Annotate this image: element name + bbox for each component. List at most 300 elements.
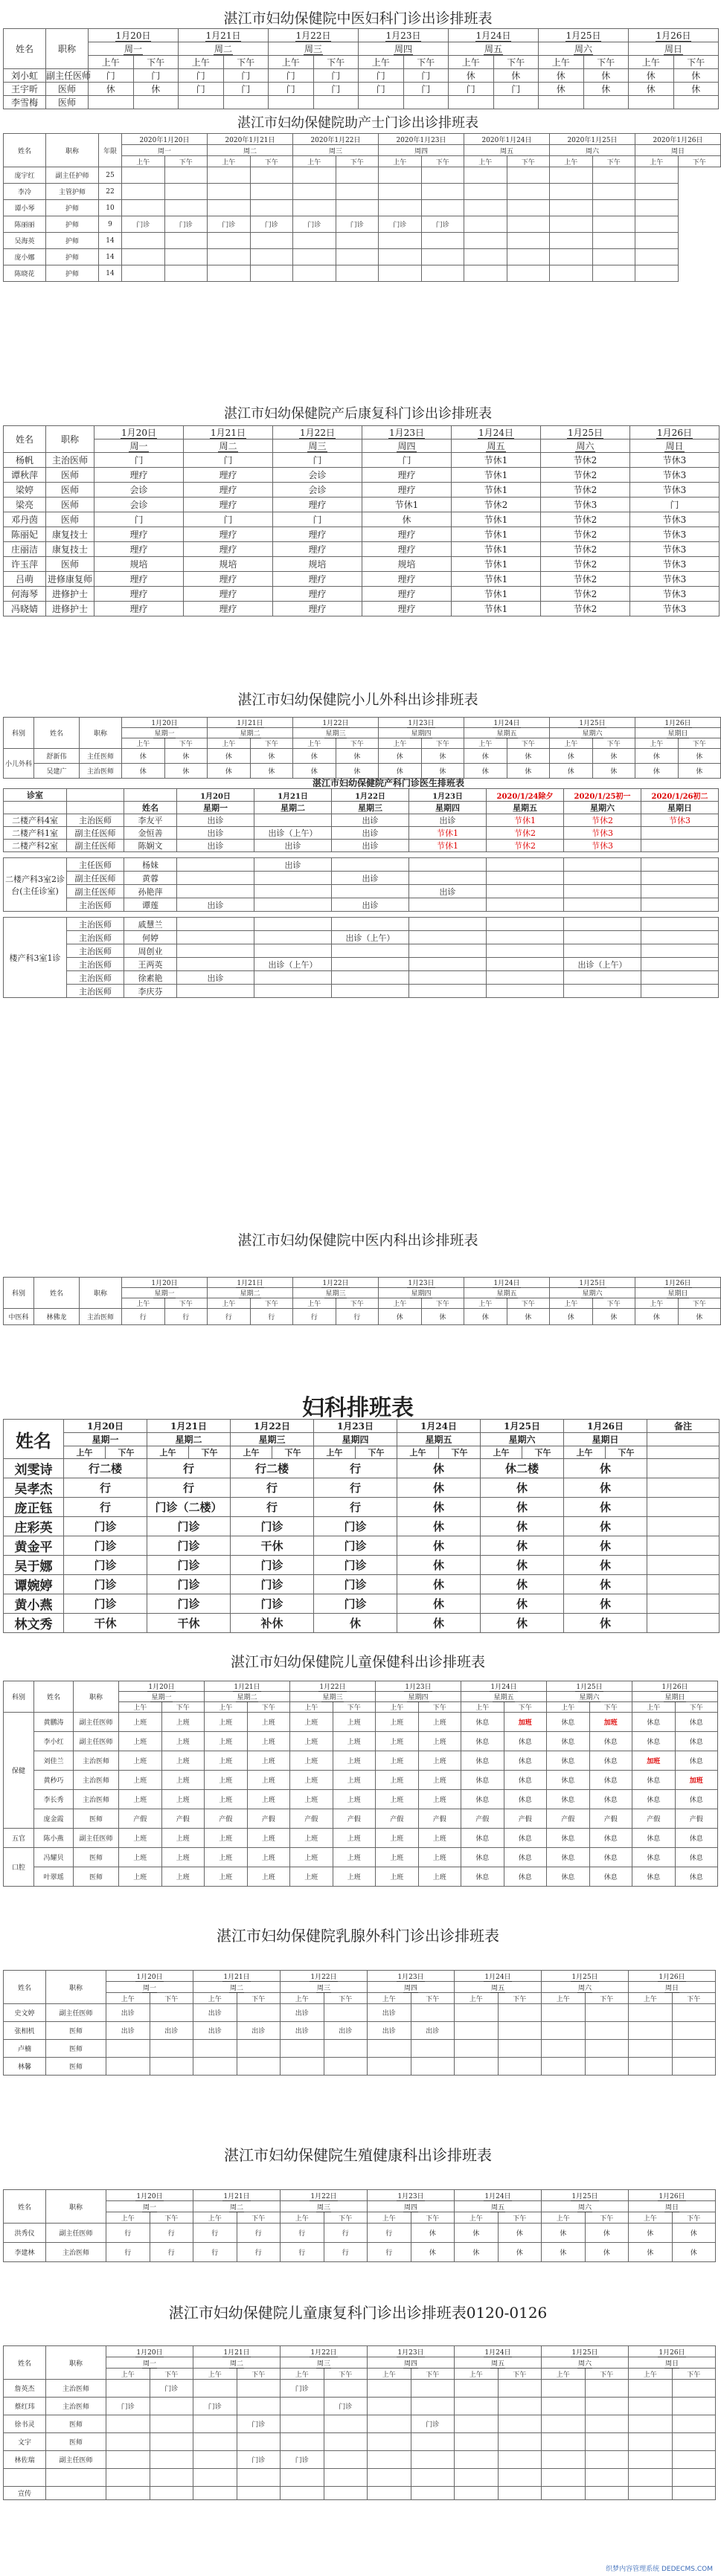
table-row	[4, 1848, 718, 1867]
table-cell: 李友平	[124, 814, 177, 827]
table-cell: 规培	[273, 557, 362, 572]
table-cell: 加班	[504, 1713, 547, 1732]
table-cell	[409, 858, 487, 872]
table-cell	[498, 2398, 542, 2415]
column-header: 周四	[368, 1982, 455, 1993]
table-cell	[336, 265, 379, 282]
table-cell	[629, 2022, 673, 2040]
column-header: 上午	[635, 1298, 679, 1309]
column-header: 姓名	[34, 718, 80, 749]
table-cell: 吕萌	[4, 572, 46, 587]
table-row	[4, 602, 720, 616]
column-header: 姓名	[34, 1681, 74, 1713]
table-cell: 休	[208, 749, 251, 764]
table-cell: 门	[630, 498, 720, 512]
table-cell	[542, 2040, 586, 2058]
table-cell	[164, 184, 208, 200]
column-header: 上午	[89, 56, 134, 69]
table-row	[4, 96, 719, 109]
column-header: 上午	[629, 1993, 673, 2004]
table-cell: 行	[193, 2224, 237, 2243]
table-cell	[254, 931, 332, 944]
table-cell	[150, 2058, 193, 2076]
table-row	[4, 944, 719, 958]
table-cell: 谭秋萍	[4, 468, 46, 483]
column-header: 上午	[122, 156, 165, 167]
table-cell	[592, 200, 635, 216]
table-cell	[250, 265, 293, 282]
table-cell: 上班	[290, 1867, 333, 1887]
table-cell	[455, 2398, 499, 2415]
table-cell	[498, 2380, 542, 2398]
table-cell	[635, 249, 679, 265]
table-cell: 休	[564, 1459, 647, 1478]
table-cell: 产假	[461, 1809, 504, 1829]
table-cell: 休	[122, 749, 165, 764]
column-header: 星期四	[379, 1288, 464, 1298]
table-cell: 休息	[675, 1751, 718, 1771]
column-header: 2020/1/25初一	[564, 789, 641, 802]
table-cell: 休	[208, 764, 251, 779]
table-cell	[411, 2433, 455, 2451]
column-header: 职称	[46, 134, 99, 167]
table-cell	[542, 2380, 586, 2398]
table-cell	[359, 96, 404, 109]
table-cell: 行	[193, 2243, 237, 2262]
table-cell: 节休2	[541, 602, 630, 616]
table-cell: 休	[507, 749, 550, 764]
table-cell: 行	[281, 2243, 324, 2262]
table-cell	[672, 2058, 716, 2076]
table-cell	[254, 912, 332, 918]
table-cell	[487, 912, 564, 918]
table-cell	[487, 858, 564, 872]
table-cell: 医师	[46, 483, 94, 498]
table-cell: 休	[592, 1309, 635, 1325]
table-cell: 休	[379, 764, 422, 779]
table-cell: 休	[539, 83, 584, 96]
table-cell: 黄鹏涛	[34, 1713, 74, 1732]
table-row	[4, 498, 720, 512]
table-cell: 门诊	[293, 216, 336, 233]
column-header: 下午	[237, 2369, 281, 2380]
table-cell: 行	[164, 1309, 208, 1325]
table-cell: 休息	[547, 1867, 590, 1887]
table-cell: 副主任医师	[74, 1732, 119, 1751]
table-cell: 主任医师	[80, 749, 122, 764]
section-breast-surgery	[0, 1893, 716, 2093]
table-cell	[635, 265, 679, 282]
table-cell: 行	[237, 2243, 281, 2262]
table-cell: 节休3	[630, 602, 720, 616]
column-header: 1月25日	[542, 1971, 629, 1982]
column-header: 上午	[455, 1993, 499, 2004]
header-row	[4, 1433, 720, 1446]
table-cell	[237, 2487, 281, 2500]
table-cell: 门	[359, 69, 404, 83]
table-cell	[550, 233, 593, 249]
table-cell	[193, 2415, 237, 2433]
table-cell: 邓丹茵	[4, 512, 46, 527]
column-header: 星期一	[122, 1288, 208, 1298]
table-cell: 上班	[119, 1867, 162, 1887]
table-cell	[368, 2398, 411, 2415]
column-header: 周六	[539, 42, 629, 56]
column-header: 星期日	[632, 1692, 718, 1702]
column-header: 周五	[455, 2201, 542, 2212]
table-cell: 休息	[589, 1848, 632, 1867]
table-cell: 刘佳兰	[34, 1751, 74, 1771]
section-title: 湛江市妇幼保健院中医内科出诊排班表	[237, 1232, 478, 1249]
table-cell: 主治医师	[67, 918, 124, 931]
table-cell	[254, 918, 332, 931]
column-header: 上午	[193, 2369, 237, 2380]
column-header: 1月24日	[452, 426, 541, 439]
table-cell	[177, 872, 254, 885]
column-header: 下午	[164, 156, 208, 167]
table-cell: 理疗	[94, 527, 184, 542]
table-cell	[550, 265, 593, 282]
column-header: 1月25日	[550, 1278, 635, 1288]
table-cell: 节休3	[630, 468, 720, 483]
table-cell	[641, 840, 719, 852]
table-cell: 休	[564, 1614, 647, 1633]
table-cell	[411, 2004, 455, 2022]
table-cell	[629, 2433, 673, 2451]
table-cell: 休	[481, 1614, 564, 1633]
table-cell: 休息	[632, 1713, 676, 1732]
table-row	[4, 1517, 720, 1536]
table-cell: 上班	[376, 1867, 419, 1887]
column-header: 1月23日	[368, 2190, 455, 2201]
column-header: 下午	[250, 156, 293, 167]
table-cell	[4, 852, 67, 858]
table-cell: 上班	[333, 1829, 376, 1848]
column-header: 上午	[281, 2212, 324, 2224]
table-cell: 门诊	[314, 1594, 397, 1614]
table-cell: 休息	[504, 1732, 547, 1751]
table-cell	[67, 852, 124, 858]
table-cell	[592, 167, 635, 184]
schedule-table	[3, 1277, 721, 1325]
table-cell	[498, 2415, 542, 2433]
table-cell	[150, 2451, 193, 2469]
column-header: 星期三	[231, 1433, 314, 1446]
table-cell: 中医科	[4, 1309, 34, 1325]
section-child-health	[0, 1643, 716, 1889]
table-cell: 休	[629, 83, 674, 96]
column-header: 科别	[4, 1681, 34, 1713]
table-cell: 休	[164, 749, 208, 764]
column-header: 下午	[585, 2369, 629, 2380]
table-cell: 上班	[119, 1732, 162, 1751]
column-header: 星期六	[547, 1692, 632, 1702]
table-row	[4, 1771, 718, 1790]
table-cell: 上班	[290, 1829, 333, 1848]
header-row	[4, 1420, 720, 1433]
table-cell	[641, 918, 719, 931]
table-cell	[106, 2451, 150, 2469]
table-cell: 门	[223, 69, 269, 83]
column-header: 下午	[324, 2369, 368, 2380]
table-cell	[332, 912, 409, 918]
column-header: 下午	[333, 1702, 376, 1713]
column-header: 上午	[106, 2212, 150, 2224]
column-header: 周四	[359, 42, 449, 56]
table-cell: 产假	[589, 1809, 632, 1829]
table-cell: 王两英	[124, 958, 177, 971]
table-cell: 门诊	[237, 2415, 281, 2433]
column-header: 下午	[672, 2212, 716, 2224]
table-cell: 小儿外科	[4, 749, 34, 779]
table-cell: 门诊	[64, 1536, 147, 1556]
table-cell: 二楼产科4室	[4, 814, 67, 827]
column-header: 下午	[507, 738, 550, 749]
table-cell: 门诊	[147, 1556, 231, 1575]
table-cell: 医师	[74, 1809, 119, 1829]
column-header: 上午	[635, 738, 679, 749]
table-row	[4, 483, 720, 498]
column-header: 2020年1月25日	[550, 134, 635, 145]
column-header: 上午	[461, 1702, 504, 1713]
table-cell	[542, 2398, 586, 2415]
table-cell: 休	[672, 2224, 716, 2243]
table-cell: 节休2	[487, 827, 564, 840]
table-cell	[164, 200, 208, 216]
table-cell: 孙艳萍	[124, 885, 177, 898]
column-header: 姓名	[34, 1278, 80, 1309]
table-cell: 主治医师	[74, 1790, 119, 1809]
column-header: 星期五	[397, 1433, 481, 1446]
table-cell: 门诊	[314, 1575, 397, 1594]
section-tcm-gyn	[0, 0, 716, 108]
table-cell	[409, 985, 487, 998]
table-cell: 门诊	[64, 1517, 147, 1536]
header-row	[4, 1993, 716, 2004]
column-header: 1月21日	[208, 1278, 293, 1288]
table-cell: 林文秀	[4, 1614, 64, 1633]
table-cell	[487, 931, 564, 944]
table-cell: 门	[179, 69, 224, 83]
table-cell: 戚慧兰	[124, 918, 177, 931]
table-cell: 上班	[205, 1713, 248, 1732]
column-header: 上午	[193, 2212, 237, 2224]
table-cell: 门	[184, 453, 273, 468]
column-header: 1月21日	[193, 2346, 281, 2357]
table-cell	[281, 2398, 324, 2415]
table-cell: 上班	[247, 1848, 290, 1867]
table-cell	[455, 2040, 499, 2058]
table-cell: 门诊	[379, 216, 422, 233]
column-header: 周五	[452, 439, 541, 453]
table-cell: 门	[403, 69, 449, 83]
table-cell: 会诊	[94, 498, 184, 512]
column-header: 上午	[281, 2369, 324, 2380]
table-cell: 节休3	[641, 814, 719, 827]
table-row	[4, 1556, 720, 1575]
table-cell	[193, 2487, 237, 2500]
table-row	[4, 512, 720, 527]
table-cell: 上班	[418, 1790, 461, 1809]
column-header: 1月24日	[455, 2346, 542, 2357]
table-cell: 进修护士	[46, 602, 94, 616]
section-title: 湛江市妇幼保健院小儿外科出诊排班表	[237, 692, 478, 708]
column-header: 下午	[411, 2369, 455, 2380]
table-cell: 何婷	[124, 931, 177, 944]
table-row	[4, 1478, 720, 1498]
column-header: 星期三	[332, 802, 409, 814]
section-title: 湛江市妇幼保健院乳腺外科门诊出诊排班表	[217, 1927, 499, 1945]
table-row	[4, 2398, 716, 2415]
column-header: 周三	[281, 2201, 368, 2212]
column-header: 1月25日	[539, 29, 629, 42]
table-cell: 康复技士	[46, 542, 94, 557]
table-cell: 上班	[290, 1771, 333, 1790]
table-cell: 护师	[46, 249, 99, 265]
table-row	[4, 1867, 718, 1887]
table-cell	[550, 216, 593, 233]
table-cell	[672, 2398, 716, 2415]
table-cell: 休	[293, 749, 336, 764]
table-cell	[507, 233, 550, 249]
column-header: 星期六	[481, 1433, 564, 1446]
column-header: 上午	[376, 1702, 419, 1713]
column-header: 上午	[635, 156, 679, 167]
column-header: 上午	[629, 2212, 673, 2224]
column-header: 下午	[678, 156, 721, 167]
column-header: 职称	[46, 2190, 106, 2224]
table-cell: 进修护士	[46, 587, 94, 602]
table-cell	[368, 2380, 411, 2398]
table-cell: 门	[403, 83, 449, 96]
column-header: 科别	[4, 1278, 34, 1309]
table-cell	[592, 265, 635, 282]
table-cell: 上班	[161, 1732, 205, 1751]
column-header: 姓名	[4, 134, 46, 167]
column-header: 科别	[4, 718, 34, 749]
table-cell: 理疗	[184, 498, 273, 512]
table-cell	[592, 249, 635, 265]
table-cell: 庞正钰	[4, 1498, 64, 1517]
table-cell: 行	[336, 1309, 379, 1325]
table-cell: 休	[564, 1556, 647, 1575]
table-cell: 上班	[290, 1790, 333, 1809]
table-cell: 产假	[504, 1809, 547, 1829]
table-cell: 康复技士	[46, 527, 94, 542]
table-cell: 刘小虹	[4, 69, 46, 83]
column-header: 星期六	[550, 728, 635, 738]
header-row	[4, 134, 721, 145]
column-header: 下午	[250, 738, 293, 749]
table-cell: 节休2	[541, 587, 630, 602]
table-cell: 出诊	[150, 2022, 193, 2040]
table-cell: 节休1	[452, 483, 541, 498]
column-header: 周五	[464, 145, 550, 156]
table-cell	[67, 912, 124, 918]
table-cell: 行	[208, 1309, 251, 1325]
table-cell: 休	[583, 83, 629, 96]
table-cell: 休息	[504, 1867, 547, 1887]
table-cell	[223, 96, 269, 109]
column-header: 姓名	[4, 2190, 46, 2224]
table-row	[4, 1536, 720, 1556]
column-header: 下午	[439, 1446, 481, 1459]
table-cell: 休	[481, 1575, 564, 1594]
column-header: 星期二	[205, 1692, 290, 1702]
column-header	[124, 789, 177, 802]
column-header: 上午	[542, 2212, 586, 2224]
table-cell	[4, 802, 67, 814]
table-cell	[332, 852, 409, 858]
table-cell: 李雪梅	[4, 96, 46, 109]
table-cell	[164, 233, 208, 249]
table-cell: 休	[122, 764, 165, 779]
column-header: 周日	[629, 42, 719, 56]
column-header: 下午	[421, 156, 464, 167]
table-cell: 规培	[184, 557, 273, 572]
table-cell	[250, 249, 293, 265]
column-header: 上午	[481, 1446, 522, 1459]
table-cell: 规培	[362, 557, 452, 572]
table-cell: 冯耀贝	[34, 1848, 74, 1867]
table-cell: 五官	[4, 1829, 34, 1848]
table-cell: 休息	[504, 1848, 547, 1867]
column-header: 下午	[336, 1298, 379, 1309]
schedule-table	[3, 2345, 716, 2500]
table-cell: 陈小燕	[34, 1829, 74, 1848]
table-cell: 副主任医师	[67, 840, 124, 852]
table-row	[4, 749, 721, 764]
table-cell: 主治医师	[67, 958, 124, 971]
table-cell: 门诊	[64, 1575, 147, 1594]
table-cell: 行	[324, 2224, 368, 2243]
table-cell	[313, 96, 359, 109]
table-cell: 护师	[46, 200, 99, 216]
table-cell: 上班	[161, 1713, 205, 1732]
column-header: 1月24日	[455, 1971, 542, 1982]
table-cell	[464, 216, 507, 233]
table-cell	[421, 249, 464, 265]
table-cell	[332, 858, 409, 872]
table-cell: 22	[99, 184, 122, 200]
header-row	[4, 29, 719, 42]
table-cell	[208, 167, 251, 184]
table-cell: 25	[99, 167, 122, 184]
table-cell	[507, 184, 550, 200]
table-cell: 副主任医师	[74, 1713, 119, 1732]
table-cell	[177, 985, 254, 998]
table-cell	[150, 2004, 193, 2022]
column-header: 下午	[418, 1702, 461, 1713]
column-header: 1月20日	[177, 789, 254, 802]
table-cell	[647, 1446, 720, 1459]
table-cell: 李小红	[34, 1732, 74, 1751]
table-cell: 上班	[418, 1829, 461, 1848]
column-header: 星期六	[550, 1288, 635, 1298]
table-cell	[564, 872, 641, 885]
table-cell: 上班	[376, 1713, 419, 1732]
table-cell: 节休2	[452, 498, 541, 512]
table-cell: 休息	[461, 1829, 504, 1848]
table-cell: 休息	[675, 1867, 718, 1887]
column-header: 下午	[247, 1702, 290, 1713]
table-cell: 门诊	[147, 1517, 231, 1536]
column-header: 职称	[46, 426, 94, 453]
table-cell	[4, 912, 67, 918]
table-cell: 庄彩英	[4, 1517, 64, 1536]
table-cell: 理疗	[362, 468, 452, 483]
table-cell	[332, 958, 409, 971]
